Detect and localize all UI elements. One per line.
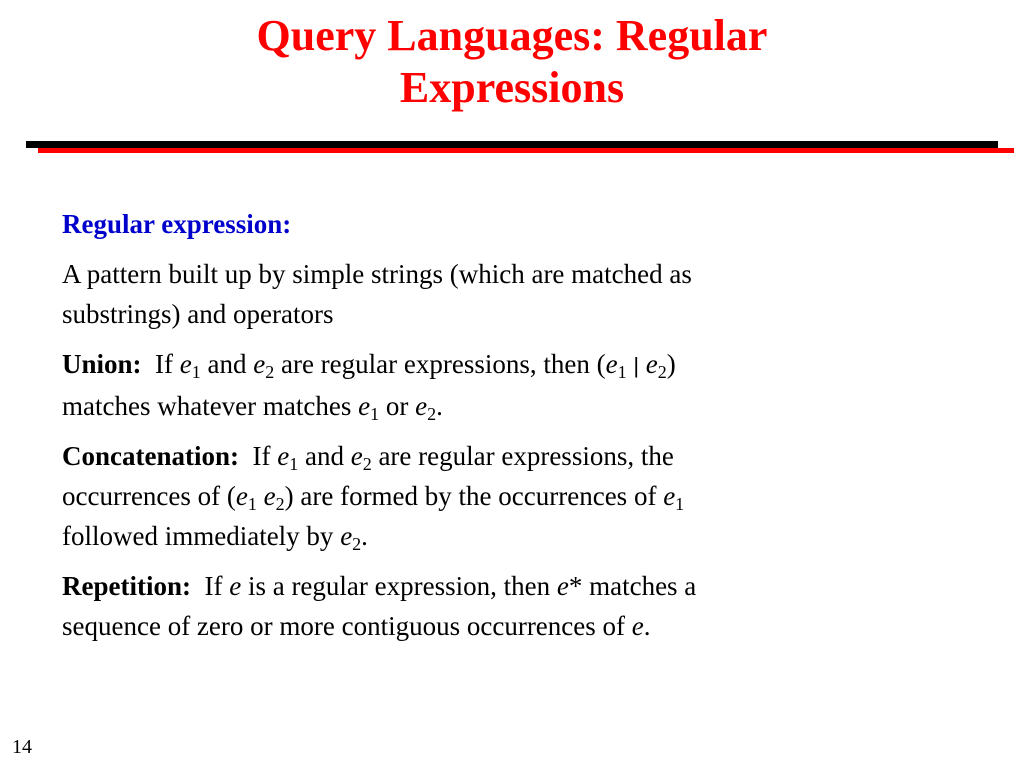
union-paragraph bbox=[62, 344, 892, 426]
concat-e1-c: e bbox=[663, 481, 676, 511]
union-e1-b-sub: 1 bbox=[617, 362, 627, 382]
concat-e2-sub: 2 bbox=[362, 454, 372, 474]
concat-period: . bbox=[361, 521, 368, 551]
concatenation-label: Concatenation: bbox=[62, 441, 239, 471]
union-e2: e bbox=[253, 349, 266, 379]
slide-title bbox=[0, 10, 1024, 114]
slide-body bbox=[62, 204, 892, 656]
slide-title-line-1: Query Languages: Regular bbox=[256, 11, 768, 60]
concatenation-paragraph bbox=[62, 436, 892, 556]
union-e1-sub: 1 bbox=[191, 362, 201, 382]
intro-line-2: substrings) and operators bbox=[62, 299, 334, 329]
union-label: Union: bbox=[62, 349, 142, 379]
union-e1-c: e bbox=[358, 391, 371, 421]
title-divider-black bbox=[26, 141, 998, 148]
union-and: and bbox=[207, 349, 247, 379]
concat-e2-b-sub: 2 bbox=[275, 494, 285, 514]
rep-e: e bbox=[229, 571, 242, 601]
rep-e-end: e bbox=[631, 611, 644, 641]
rep-is-regular: is a regular expression, then bbox=[247, 571, 551, 601]
repetition-label: Repetition: bbox=[62, 571, 191, 601]
concat-e2: e bbox=[350, 441, 363, 471]
union-period: . bbox=[436, 391, 443, 421]
concat-followed: followed immediately by bbox=[62, 521, 334, 551]
union-close: ) bbox=[666, 349, 676, 379]
intro-line-1: A pattern built up by simple strings (which are matched as bbox=[62, 259, 692, 289]
union-e1: e bbox=[179, 349, 192, 379]
concat-e2-c-sub: 2 bbox=[352, 534, 362, 554]
concat-occurrences-of: occurrences of ( bbox=[62, 481, 236, 511]
rep-star: * bbox=[568, 571, 583, 601]
title-divider-red bbox=[38, 148, 1014, 153]
section-heading: Regular expression: bbox=[62, 209, 292, 239]
concat-e1-b: e bbox=[235, 481, 248, 511]
union-e2-sub: 2 bbox=[265, 362, 275, 382]
union-matches: matches whatever matches bbox=[62, 391, 352, 421]
union-are-regular: are regular expressions, then ( bbox=[280, 349, 606, 379]
union-e2-c: e bbox=[415, 391, 428, 421]
rep-sequence: sequence of zero or more contiguous occurrences of bbox=[62, 611, 626, 641]
rep-matches-a: matches a bbox=[589, 571, 697, 601]
concat-e1: e bbox=[277, 441, 290, 471]
union-e2-b: e bbox=[645, 349, 658, 379]
rep-e-star: e bbox=[556, 571, 569, 601]
union-if: If bbox=[155, 349, 174, 379]
rep-if: If bbox=[204, 571, 223, 601]
slide-title-line-2: Expressions bbox=[399, 63, 625, 112]
concat-e2-c: e bbox=[340, 521, 353, 551]
page-number: 14 bbox=[12, 736, 32, 758]
concat-e1-sub: 1 bbox=[289, 454, 299, 474]
union-e1-c-sub: 1 bbox=[370, 404, 380, 424]
concat-e2-b: e bbox=[263, 481, 276, 511]
union-e1-b: e bbox=[605, 349, 618, 379]
concat-e1-c-sub: 1 bbox=[675, 494, 685, 514]
concat-e1-b-sub: 1 bbox=[247, 494, 257, 514]
union-pipe: | bbox=[633, 353, 640, 378]
intro-paragraph bbox=[62, 254, 892, 334]
union-e2-c-sub: 2 bbox=[427, 404, 437, 424]
rep-period: . bbox=[643, 611, 651, 641]
concat-and: and bbox=[304, 441, 344, 471]
repetition-paragraph bbox=[62, 566, 892, 646]
concat-if: If bbox=[252, 441, 271, 471]
concat-close-formed: ) are formed by the occurrences of bbox=[284, 481, 657, 511]
union-or: or bbox=[385, 391, 409, 421]
concat-are-regular: are regular expressions, the bbox=[378, 441, 674, 471]
union-e2-b-sub: 2 bbox=[657, 362, 667, 382]
